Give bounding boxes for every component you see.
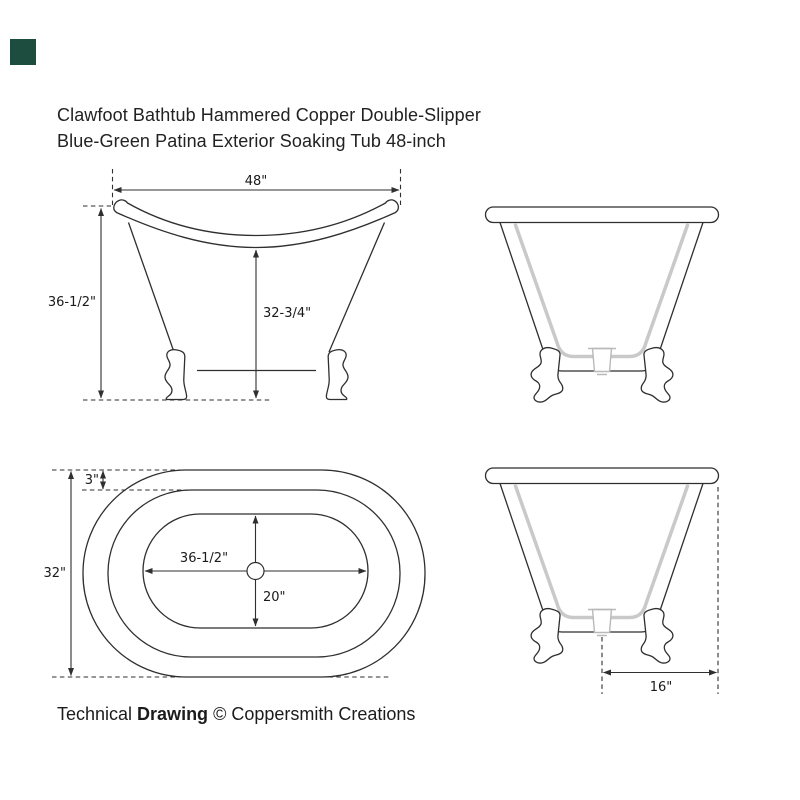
top-view [43,470,425,677]
footer-bold-word: Drawing [137,704,209,724]
dim-label-3: 3" [84,473,99,488]
extension-dashed-lines [83,169,401,400]
dim-label-20: 20" [263,590,286,605]
top-view-dashed-lines [52,470,390,677]
dim-label-32: 32" [43,566,66,581]
dim-label-48: 48" [244,174,268,189]
title-line-2: Blue-Green Patina Exterior Soaking Tub 48-inch [57,130,446,151]
dim-label-32-75: 32-3/4" [263,306,312,321]
title-line-1: Clawfoot Bathtub Hammered Copper Double-Slipper [57,105,481,125]
dim-label-36-5-top: 36-1/2" [179,551,229,566]
front-view-dimensions [602,487,718,695]
front-view-upper [486,207,719,402]
claw-foot-side-left [165,350,187,400]
tub-rim-side [114,200,399,248]
drain-top-view [247,563,264,580]
footer-credit [57,704,415,725]
claw-foot-side-right [326,350,348,400]
side-view [48,169,401,400]
dim-label-16: 16" [649,680,673,695]
footer-prefix: Technical [57,704,138,724]
footer-suffix: © Coppersmith Creations [208,704,416,724]
front-view-lower [486,468,719,663]
dim-label-36-5: 36-1/2" [47,295,96,310]
